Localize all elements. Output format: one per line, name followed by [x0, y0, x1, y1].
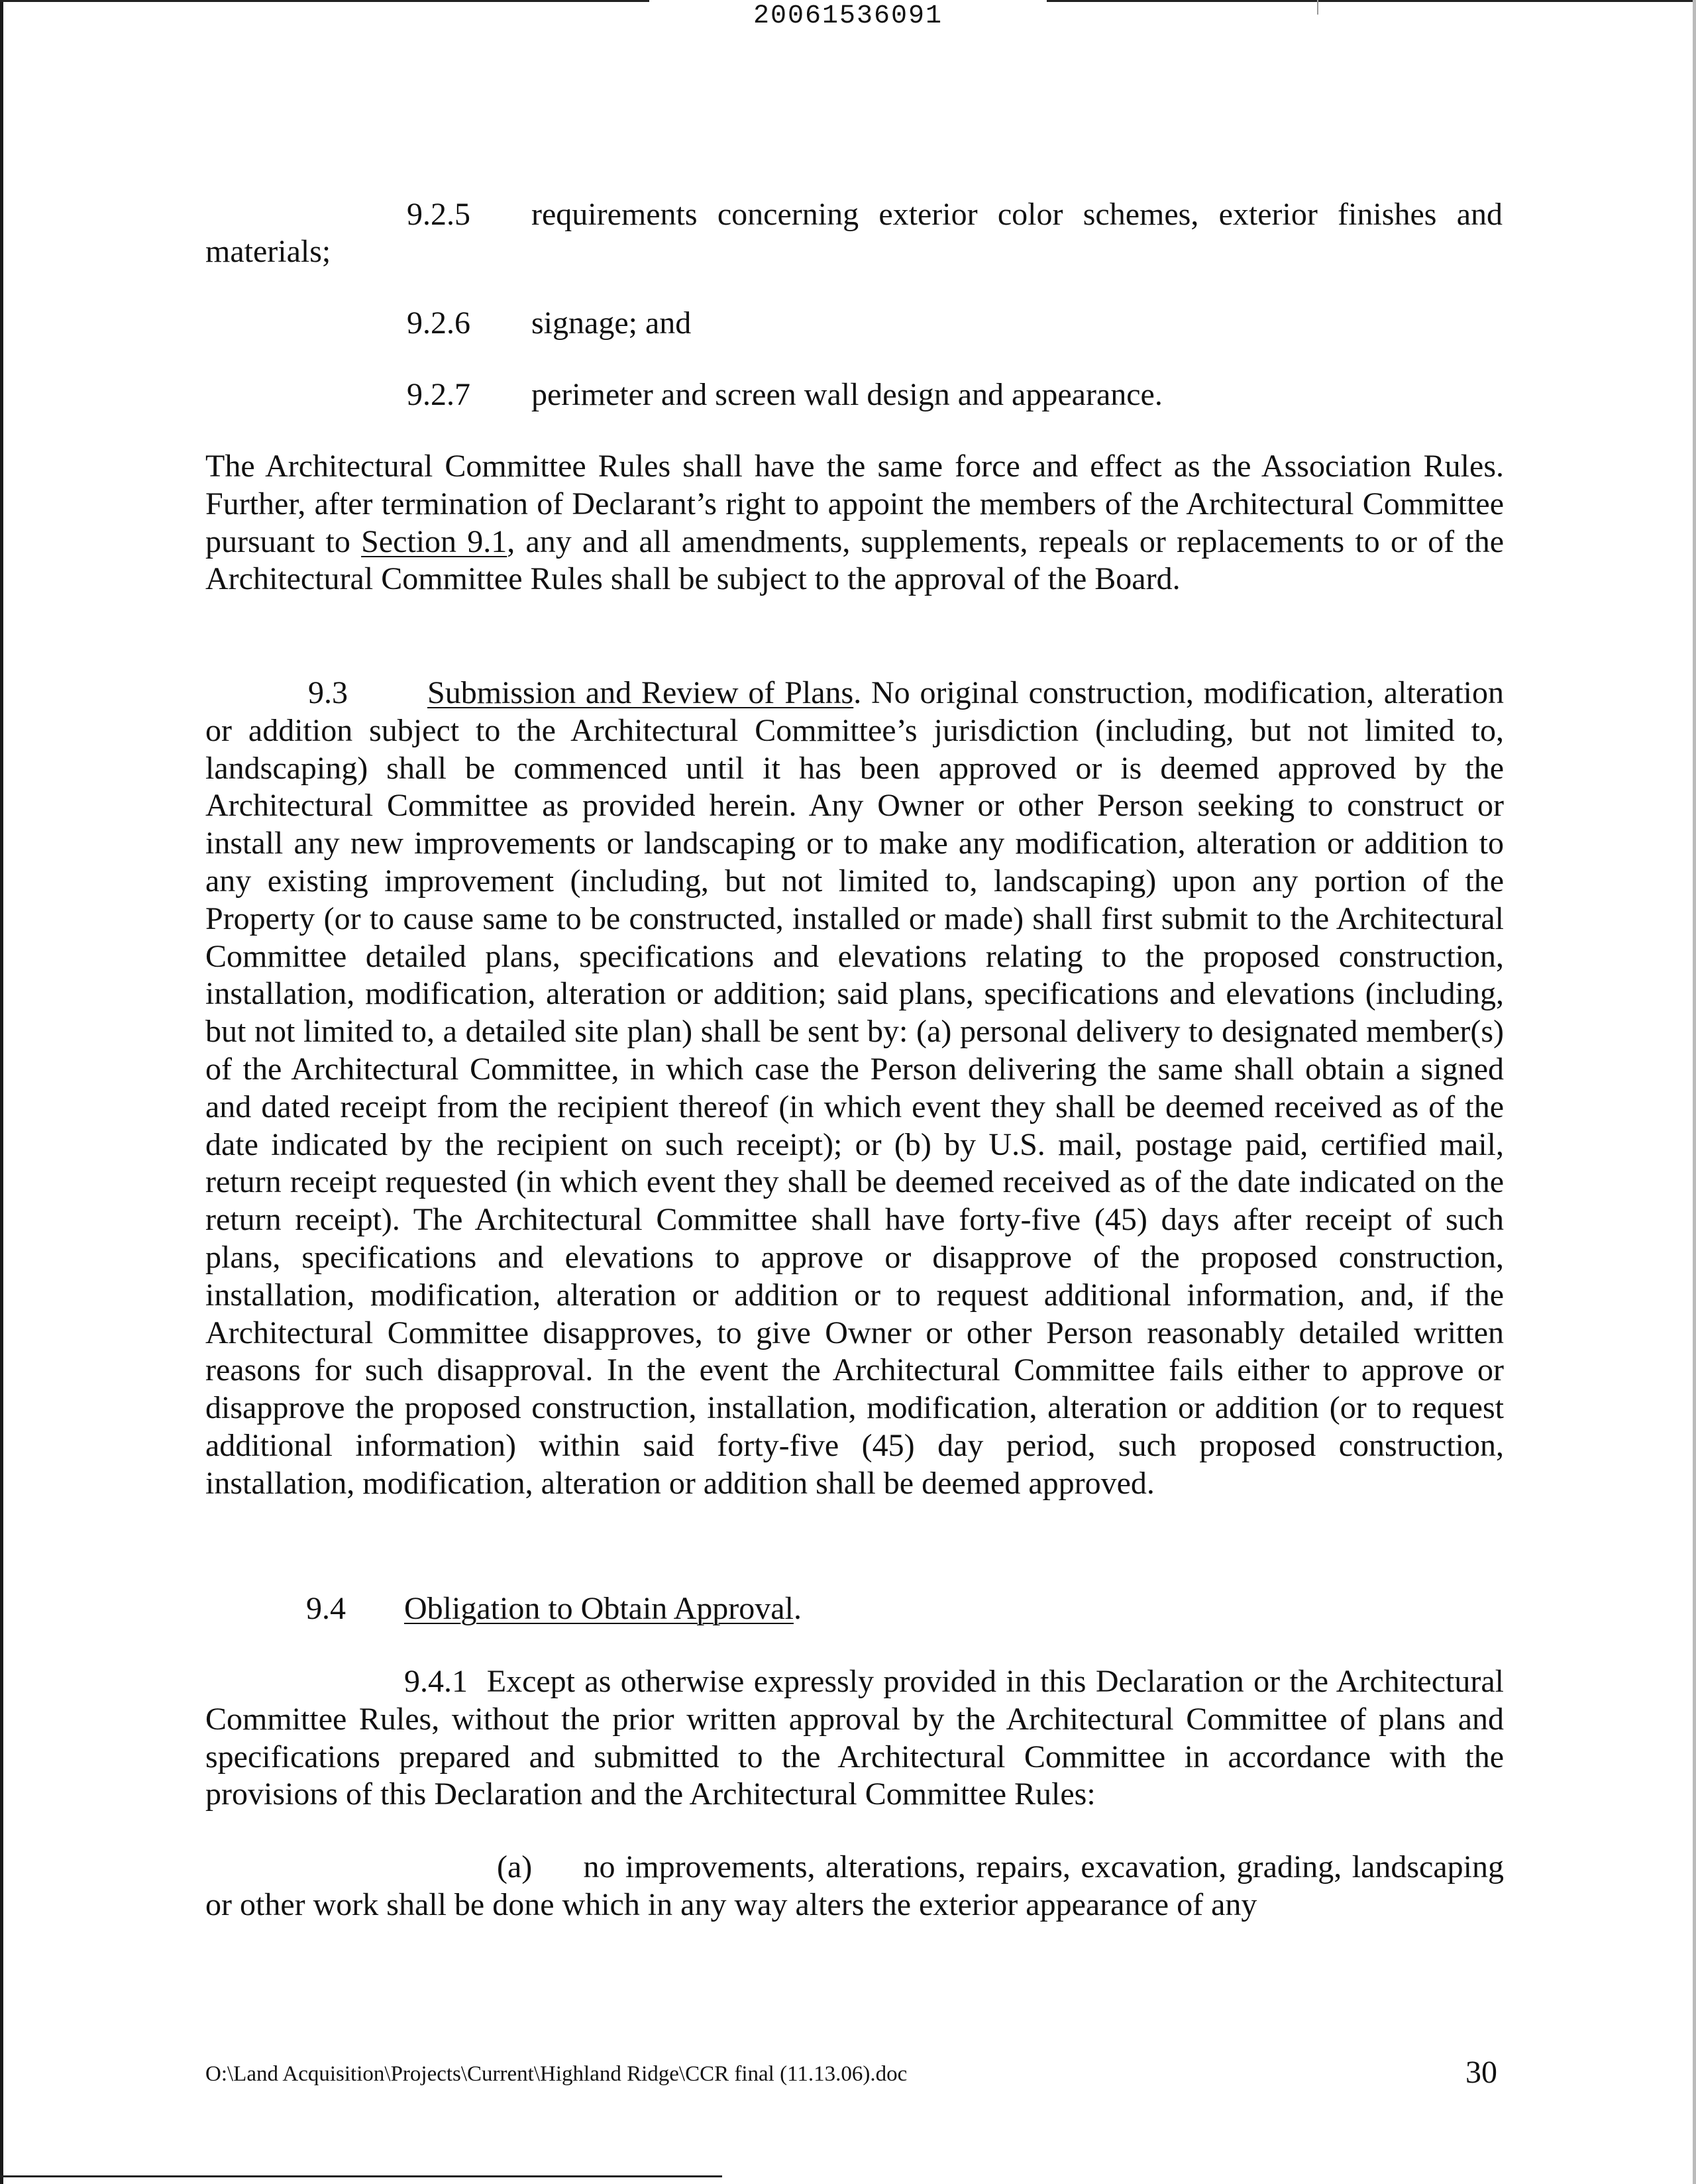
item-text-926: signage; and	[531, 305, 692, 341]
section-9-3-body: . No original construction, modification, alteration or addition subject to the Architectural Committee’s jurisdiction (including, but not limited to, landscaping) shall be commenced until it has been approved or is deemed approved by the Architectural Committee as provided herein. Any Owner or other Person seeking to construct or install any new improvements or landscaping or to make any modification, alteration or addition to any existing improvement (including, but not limited to, landscaping) upon any portion of the Property (or to cause same to be constructed, installed or made) shall first submit to the Architectural Committee detailed plans, specifications and elevations relating to the proposed construction, installation, modification, alteration or addition; said plans, specifications and elevations (including, but not limited to, a detailed site plan) shall be sent by: (a) personal delivery to designated member(s) of the Architectural Committee, in which case the Person delivering the same shall obtain a signed and dated receipt from the recipient thereof (in which event they shall be deemed received as of the date indicated by the recipient on such receipt); or (b) by U.S. mail, postage paid, certified mail, return receipt requested (in which event they shall be deemed received as of the date indicated on the return receipt). The Architectural Committee shall have forty-five (45) days after receipt of such plans, specifications and elevations to approve or disapprove of the proposed construction, installation, modification, alteration or addition or to request additional information, and, if the Architectural Committee disapproves, to give Owner or other Person reasonably detailed written reasons for such disapproval. In the event the Architectural Committee fails either to approve or disapprove the proposed construction, installation, modification, alteration or addition (or to request additional information) within said forty-five (45) day period, such proposed construction, installation, modification, alteration or addition shall be deemed approved.	[205, 675, 1504, 1501]
item-text-925-cont: materials;	[205, 234, 331, 269]
rules-text-b: , any and all amendments, supplements, repeals or replacements to or of the Architectural Committee Rules shall be subject to the approval of the Board.	[205, 523, 1505, 597]
item-a: (a) no improvements, alterations, repairs, excavation, grading, landscaping or other work shall be done which in any way alters the exterior appearance of any	[205, 1849, 1512, 1922]
section-9-3	[205, 675, 1504, 1503]
section-9-4-tail: .	[793, 1591, 802, 1626]
scan-mark	[1317, 0, 1318, 15]
footer-file-path: O:\Land Acquisition\Projects\Current\Highland Ridge\CCR final (11.13.06).doc	[205, 2062, 908, 2086]
scan-edge-top-right	[1047, 0, 1696, 2]
scan-edge-bottom	[0, 2175, 722, 2177]
section-9-3-number: 9.3	[308, 675, 348, 710]
item-number-927: 9.2.7	[407, 377, 470, 412]
section-9-4-heading: Obligation to Obtain Approval	[404, 1591, 794, 1626]
scan-edge-left	[0, 0, 3, 2184]
scan-edge-top-left	[0, 0, 649, 2]
section-9-4-title	[404, 1590, 802, 1627]
rules-text-a: The Architectural Committee Rules shall have the same force and effect as the Association Rules. Further, after termination of Declarant’s right to appoint the members of the Architectural Committee pursuant to	[205, 449, 1504, 559]
section-9-4-1: 9.4.1 Except as otherwise expressly provided in this Declaration or the Architectural Committee Rules, without the prior written approval by the Architectural Committee of plans and specifications prepared and submitted to the Architectural Committee in accordance with the provisions of this Declaration and the Architectural Committee Rules:	[205, 1664, 1512, 1812]
item-number-925: 9.2.5	[407, 197, 470, 232]
item-text-925: requirements concerning exterior color schemes, exterior finishes and	[531, 197, 1503, 232]
page-number: 30	[1465, 2055, 1497, 2090]
item-text-927: perimeter and screen wall design and appearance.	[531, 377, 1163, 412]
item-number-926: 9.2.6	[407, 305, 470, 341]
section-9-3-heading: Submission and Review of Plans	[427, 675, 854, 710]
scan-edge-right	[1693, 0, 1696, 2184]
paragraph-committee-rules	[205, 448, 1504, 598]
document-id: 20061536091	[753, 1, 943, 31]
section-9-4-number: 9.4	[306, 1591, 346, 1626]
section-9-1-reference: Section 9.1	[361, 523, 507, 559]
